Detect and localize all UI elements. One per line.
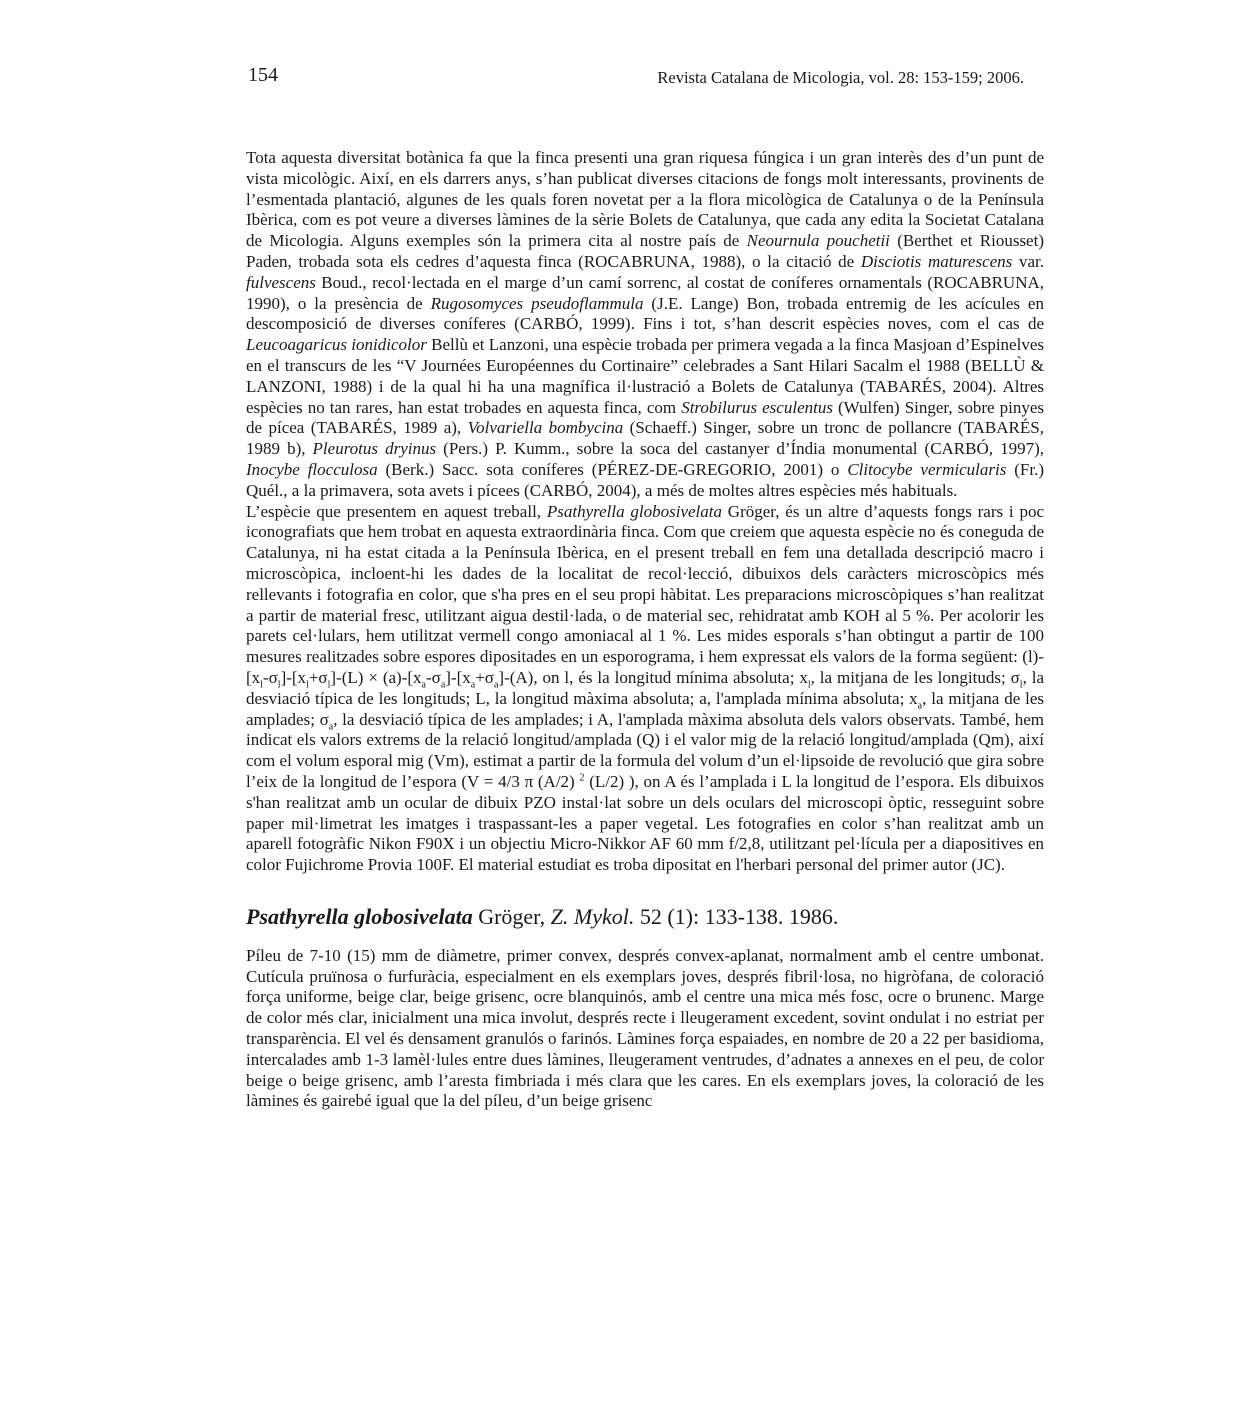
paragraph-description: Píleu de 7-10 (15) mm de diàmetre, primer convex, després convex-aplanat, normalment amb el centre umbonat. Cutícula pruïnosa o furfuràcia, especialment en els exemplars joves, després fibril·losa, no higròfana, de coloració força uniforme, beige clar, beige grisenc, ocre blanquinós, amb el centre una mica més fosc, ocre o brunenc. Marge de color més clar, inicialment una mica involut, després recte i lleugerament excedent, sovint ondulat i no estriat per transparència. El vel és densament granulós o farinós. Làmines força espaiades, en nombre de 20 a 22 per basidioma, intercalades amb 1-3 lamèl·lules entre dues làmines, lleugerament ventrudes, d’adnates a annexes en el peu, de color beige o beige grisenc, amb l’aresta fimbriada i més clara que les cares. En els exemplars joves, la coloració de les làmines és gairebé igual que la del píleu, d’un beige grisenc [246, 945, 1044, 1111]
page-number: 154 [248, 64, 278, 86]
page-header [248, 64, 1024, 90]
species-section-heading: Psathyrella globosivelata Gröger, Z. Mykol. 52 (1): 133-138. 1986. [246, 903, 839, 929]
paragraph-methods: L’espècie que presentem en aquest treball, Psathyrella globosivelata Gröger, és un altre d’aquests fongs rars i poc iconografiats que hem trobat en aquesta extraordinària finca. Com que creiem que aquesta espècie no és coneguda de Catalunya, ni ha estat citada a la Península Ibèrica, en el present treball en fem una detallada descripció macro i microscòpica, incloent-hi les dades de la localitat de recol·lecció, dibuixos dels caràcters microscòpics més rellevants i fotografia en color, que s'ha pres en el seu propi hàbitat. Les preparacions microscòpiques s’han realitzat a partir de material fresc, utilitzant aigua destil·lada, o de material sec, rehidratat amb KOH al 5 %. Per acolorir les parets cel·lulars, hem utilitzat vermell congo amoniacal al 1 %. Les mides esporals s’han obtingut a partir de 100 mesures realitzades sobre espores dipositades en un esporograma, i hem expressat els valors de la forma següent: $(l)-[x_l-\sigma_l]-[x_l+\sigma_l]-(L) \times (a)-[x_a-\sigma_a]-[x_a+\sigma_a]-(A)$, on l, és la longitud mínima absoluta; $x_l$, la mitjana de les longituds; $\sigma_l$, la desviació típica de les longituds; L, la longitud màxima absoluta; a, l'amplada mínima absoluta; $x_a$, la mitjana de les amplades; $\sigma_a$, la desviació típica de les amplades; i A, l'amplada màxima absoluta dels valors observats. També, hem indicat els valors extrems de la relació longitud/amplada (Q) i el valor mig de la relació longitud/amplada (Qm), així com el volum esporal mig (Vm), estimat a partir de la formula del volum d’un el·lipsoide de revolució que gira sobre l’eix de la longitud de l’espora (V = 4/3 π (A/2) $^2$ (L/2) ), on A és l’amplada i L la longitud de l’espora. Els dibuixos s'han realitzat amb un ocular de dibuix PZO instal·lat sobre un dels oculars del microscopi òptic, resseguint sobre paper mil·limetrat les imatges i traspassant-les a paper vegetal. Les fotografies en color s’han realitzat amb un aparell fotogràfic Nikon F90X i un objectiu Micro-Nikkor AF 60 mm f/2,8, utilitzant pel·lícula per a diapositives en color Fujichrome Provia 100F. El material estudiat es troba dipositat en l'herbari personal del primer autor (JC). [246, 501, 1045, 875]
paragraph-intro-diversity: Tota aquesta diversitat botànica fa que la finca presenti una gran riquesa fúngica i un gran interès des d’un punt de vista micològic. Així, en els darrers anys, s’han publicat diverses citacions de fongs molt interessants, provinents de l’esmentada plantació, algunes de les quals foren novetat per a la flora micològica de Catalunya o de la Península Ibèrica, com es pot veure a diverses làmines de la sèrie Bolets de Catalunya, que cada any edita la Societat Catalana de Micologia. Alguns exemples són la primera cita al nostre país de Neournula pouchetii (Berthet et Riousset) Paden, trobada sota els cedres d’aquesta finca (ROCABRUNA, 1988), o la citació de Disciotis maturescens var. fulvescens Boud., recol·lectada en el marge d’un camí sorrenc, al costat de coníferes ornamentals (ROCABRUNA, 1990), o la presència de Rugosomyces pseudoflammula (J.E. Lange) Bon, trobada entremig de les acícules en descomposició de diverses coníferes (CARBÓ, 1999). Fins i tot, s’han descrit espècies noves, com el cas de Leucoagaricus ionidicolor Bellù et Lanzoni, una espècie trobada per primera vegada a la finca Masjoan d’Espinelves en el transcurs de les “V Journées Européennes du Cortinaire” celebrades a Sant Hilari Sacalm el 1988 (BELLÙ & LANZONI, 1988) i de la qual hi ha una magnífica il·lustració a Bolets de Catalunya (TABARÉS, 2004). Altres espècies no tan rares, han estat trobades en aquesta finca, com Strobilurus esculentus (Wulfen) Singer, sobre pinyes de pícea (TABARÉS, 1989 a), Volvariella bombycina (Schaeff.) Singer, sobre un tronc de pollancre (TABARÉS, 1989 b), Pleurotus dryinus (Pers.) P. Kumm., sobre la soca del castanyer d’Índia monumental (CARBÓ, 1997), Inocybe flocculosa (Berk.) Sacc. sota coníferes (PÉREZ-DE-GREGORIO, 2001) o Clitocybe vermicularis (Fr.) Quél., a la primavera, sota avets i pícees (CARBÓ, 2004), a més de moltes altres espècies més habituals. [246, 148, 1044, 500]
running-head: Revista Catalana de Micologia, vol. 28: 153-159; 2006. [657, 68, 1024, 87]
article-body [246, 148, 1044, 1112]
